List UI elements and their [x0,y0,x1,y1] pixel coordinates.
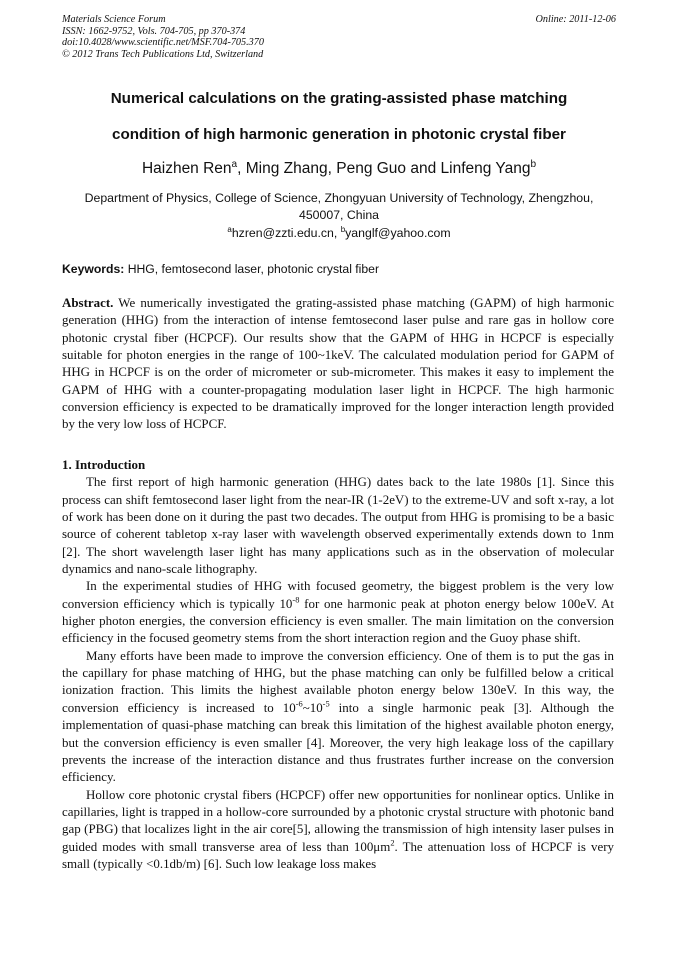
keywords-label: Keywords: [62,262,125,276]
author-superscript: b [530,158,537,170]
paper-title-line2: condition of high harmonic generation in photonic crystal fiber [112,126,566,143]
author-superscript: a [231,158,238,170]
journal-name: Materials Science Forum [62,14,166,25]
introduction-section [62,456,614,872]
superscript: 2 [390,838,395,848]
author-list [62,160,616,178]
abstract-section [62,294,614,433]
email-superscript: a [227,224,232,234]
paragraph: The first report of high harmonic generation (HHG) dates back to the late 1980s [1]. Since this process can shift femtosecond laser light from the near-IR (1-2eV) to the extreme-UV and soft x-ray, a lot of work has been done on it during the past two decades. The output from HHG is promising to be a basic source of coherent tabletop x-ray laser with wavelength observed experimentally extends down to 1nm [2]. The short wavelength laser light has many applications such as in the observation of molecular dynamics and nano-scale lithography. [62,474,614,577]
superscript: -5 [322,699,330,709]
text-run: for one harmonic peak at photon energy below 100eV. At higher photon energies, the conversion efficiency is even smaller. The main limitation on the conversion efficiency in the focused geometry stems from the short interaction region and the Guoy phase shift. [62,595,614,646]
text-run: Hollow core photonic crystal fibers (HCPCF) offer new opportunities for nonlinear optics. Unlike in capillaries, light is trapped in a hollow-core surrounded by a photonic crystal structure with photonic band gap (PBG) that localizes light in the air core[5], allowing the transmission of high intensity laser pulses in guided modes with small transverse area of less than 100μm [62,786,614,854]
section-heading: 1. Introduction [62,457,146,472]
online-date: Online: 2011-12-06 [535,14,616,25]
email-superscript: b [340,224,346,234]
author-names-rest: , Ming Zhang, Peng Guo and Linfeng Yang [237,160,531,177]
email-line [62,226,616,240]
paragraph [62,577,614,646]
author-name: Haizhen Ren [141,160,232,177]
text-run: ~10 [302,699,323,715]
superscript: -8 [292,595,300,605]
email-address: yanglf@yahoo.com [345,226,451,240]
paragraph [62,647,614,786]
journal-header [62,14,618,60]
superscript: -6 [295,699,303,709]
copyright-line: © 2012 Trans Tech Publications Ltd, Switzerland [62,48,264,60]
affiliation-line: 450007, China [299,208,379,222]
paragraph [62,786,614,873]
abstract-label: Abstract. [62,295,114,310]
doi-line: doi:10.4028/www.scientific.net/MSF.704-705.370 [62,37,264,48]
keywords [62,262,616,276]
issn-line: ISSN: 1662-9752, Vols. 704-705, pp 370-374 [62,25,246,37]
abstract-text: We numerically investigated the grating-assisted phase matching (GAPM) of high harmonic generation (HHG) from the interaction of intense femtosecond laser pulse and rare gas in hollow core photonic crystal fiber (HCPCF). Our results show that the GAPM of HHG in HCPCF is especially suitable for photon energies in the range of 100~1keV. The calculated modulation period for GAPM of HHG in HCPCF is on the order of micrometer or sub-micrometer. This makes it easy to implement the GAPM of HHG with a counter-propagating modulation laser light in HCPCF. The high harmonic conversion efficiency is expected to be dramatically improved for the longer interaction length provided by the very low loss of HCPCF. [62,295,614,432]
email-address: hzren@zzti.edu.cn, [231,226,341,240]
text-run: into a single harmonic peak [3]. Although the implementation of quasi-phase matching can break this limitation of the highest available photon energy, but the conversion efficiency is even smaller [4]. Moreover, the very high leakage loss of the capillary prevents the increase of the interaction distance and thus frustrates further increase on the conversion efficiency. [62,699,615,785]
text-run: In the experimental studies of HHG with focused geometry, the biggest problem is the very low conversion efficiency which is typically 10 [62,578,614,611]
affiliation-line: Department of Physics, College of Science, Zhongyuan University of Technology, Zhengzhou, [84,191,594,205]
abstract-paragraph [62,294,614,433]
text-run: . The attenuation loss of HCPCF is very small (typically <0.1db/m) [6]. Such low leakage loss makes [62,838,614,871]
text-run: Many efforts have been made to improve the conversion efficiency. One of them is to put the gas in the capillary for phase matching of HHG, but the phase matching can only be fulfilled below a critical ionization fraction. This limits the highest available photon energy below 130eV. In this way, the conversion efficiency is increased to 10 [62,647,614,715]
paper-title-line1: Numerical calculations on the grating-assisted phase matching [110,90,568,107]
keywords-text: HHG, femtosecond laser, photonic crystal fiber [124,262,380,276]
